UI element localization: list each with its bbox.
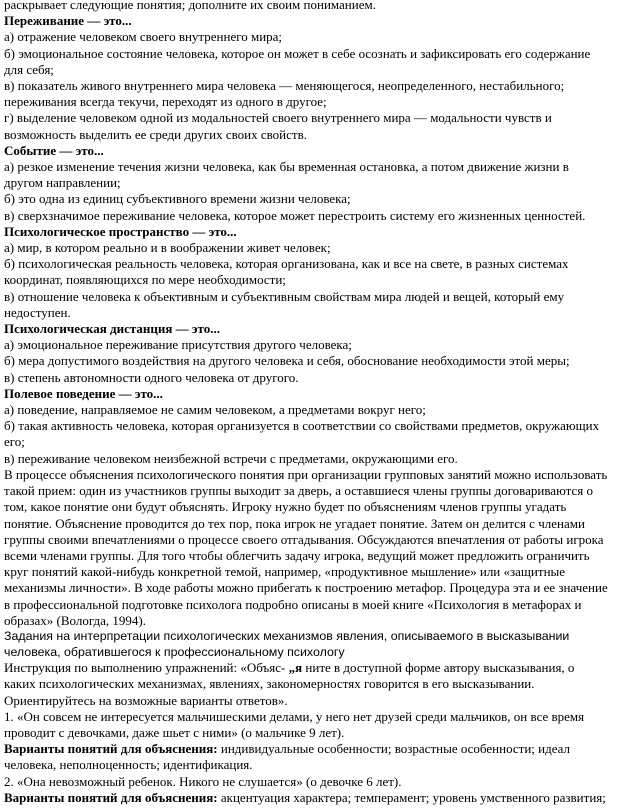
answer-option: а) мир, в котором реально и в воображении живет человек;	[4, 240, 331, 256]
answer-option: в) отношение человека к объективным и субъективным свойствам мира людей и вещей, который ему недоступен.	[4, 288, 565, 320]
answer-option: а) эмоциональное переживание присутствия другого человека;	[4, 337, 352, 353]
variants-label: Варианты понятий для объяснения:	[4, 741, 218, 757]
intro-line: раскрывает следующие понятия; дополните их своим пониманием.	[4, 0, 376, 12]
instruction-marker: „я	[288, 660, 303, 676]
answer-option: в) показатель живого внутреннего мира человека — меняющегося, неопределенного, нестабильного; переживания всегда текучи, переходят из одного в другое;	[4, 78, 565, 110]
section-heading: Переживание — это...	[4, 13, 132, 29]
variants-text: индивидуальные особенности; возрастные особенности; идеал человека, неполноценность; идентификация.	[4, 741, 571, 773]
answer-option: б) эмоциональное состояние человека, которое он может в себе осознать и зафиксировать его содержание для себя;	[4, 45, 591, 77]
definition-section	[4, 143, 608, 224]
answer-option: в) переживание человеком неизбежной встречи с предметами, окружающими его.	[4, 450, 458, 466]
answer-option: а) отражение человеком своего внутреннего мира;	[4, 29, 283, 45]
definition-section	[4, 224, 608, 321]
definition-section	[4, 386, 608, 467]
example-variants	[4, 741, 608, 773]
example-variants	[4, 790, 608, 806]
section-heading: Полевое поведение — это...	[4, 385, 163, 401]
answer-option: а) резкое изменение течения жизни человека, как бы временная остановка, а потом движение жизни в другом направлении;	[4, 159, 569, 191]
variants-label: Варианты понятий для объяснения:	[4, 789, 218, 805]
answer-option: а) поведение, направляемое не самим человеком, а предметами вокруг него;	[4, 402, 426, 418]
definition-section	[4, 321, 608, 386]
answer-option: г) выделение человеком одной из модальностей своего внутреннего мира — модальности чувств и возможность выделить ее среди других своих свойств.	[4, 110, 552, 142]
answer-option: в) степень автономности одного человека от другого.	[4, 369, 299, 385]
answer-option: б) это одна из единиц субъективного времени жизни человека;	[4, 191, 351, 207]
answer-option: б) такая активность человека, которая организуется в соответствии со свойствами предметов, окружающих его;	[4, 418, 600, 450]
explanation-paragraph: В процессе объяснения психологического понятия при организации групповых занятий можно использовать такой прием: один из участников группы выходит за дверь, а оставшиеся члены группы договариваются о том, какое понятие они будут объяснять. Игроку нужно будет по объяснениям членов группы угадать понятие. Объяснение проводится до тех пор, пока игрок не угадает понятие. Затем он делится с членами группы своими впечатлениями о процессе своего отгадывания. Обсуждаются впечатления от работы игрока всеми членами группы. Для того чтобы облегчить задачу игрока, ведущий может предложить ограничить круг понятий какой-нибудь конкретной темой, например, «продуктивное мышление» или «защитные механизмы личности». В ходе работы можно прибегать к построению метафор. Процедура эта и ее значение в профессиональной подготовке психолога подробно описаны в моей книге «Психология в метафорах и образах» (Вологда, 1994).	[4, 466, 608, 628]
example-quote: 1. «Он совсем не интересуется мальчишескими делами, у него нет друзей среди мальчиков, он все время проводит с девочками, даже шьет с ними» (о мальчике 9 лет).	[4, 708, 585, 740]
task-heading: Задания на интерпретации психологических механизмов явления, описываемого в высказывании человека, обратившегося к профессиональному психологу	[4, 628, 570, 659]
definition-section	[4, 13, 608, 143]
section-heading: Психологическая дистанция — это...	[4, 321, 220, 337]
section-heading: Психологическое пространство — это...	[4, 223, 237, 239]
variants-text: акцентуация характера; темперамент; уровень умственного развития;	[217, 789, 606, 805]
instruction-text-before: Инструкция по выполнению упражнений: «Объяс-	[4, 660, 289, 676]
section-heading: Событие — это...	[4, 142, 104, 158]
answer-option: б) мера допустимого воздействия на другого человека и себя, обоснование необходимости этой меры;	[4, 353, 570, 369]
instruction-paragraph	[4, 660, 608, 709]
example-quote: 2. «Она невозможный ребенок. Никого не слушается» (о девочке 6 лет).	[4, 773, 402, 789]
answer-option: в) сверхзначимое переживание человека, которое может перестроить систему его жизненных ценностей.	[4, 207, 586, 223]
instruction-text-after: ните в доступной форме автору высказывания, о каких психологических механизмах, явлениях, закономерностях говорится в его высказывании. Ориентируйтесь на возможные варианты ответов».	[4, 660, 575, 708]
answer-option: б) психологическая реальность человека, которая организована, как и все на свете, в разных системах координат, появляющихся по мере необходимости;	[4, 256, 569, 288]
